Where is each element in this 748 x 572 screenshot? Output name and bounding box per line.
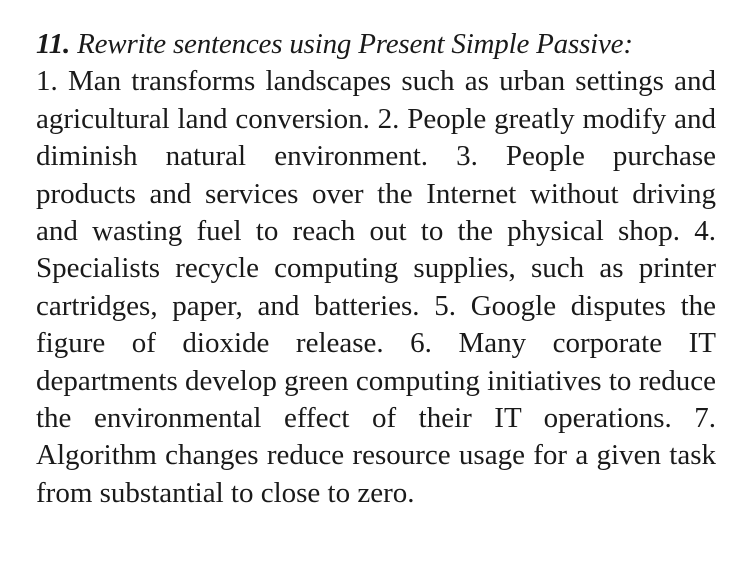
exercise-sentences: 1. Man transforms landscapes such as urban settings and agricultural land conversion. 2. People greatly modify and diminish natural environment. 3. People purchase products and services over the Internet without driving and wasting fuel to reach out to the physical shop. 4. Specialists recycle computing supplies, such as printer cartridges, paper, and batteries. 5. Google disputes the figure of dioxide release. 6. Many corporate IT departments develop green computing initiatives to reduce the environmental effect of their IT operations. 7. Algorithm changes reduce resource usage for a given task from substantial to close to zero. bbox=[36, 65, 716, 509]
exercise-number: 11. bbox=[36, 28, 71, 60]
exercise-instruction: Rewrite sentences using Present Simple Passive: bbox=[77, 28, 633, 60]
exercise-heading bbox=[36, 26, 716, 63]
exercise-block bbox=[36, 26, 716, 512]
